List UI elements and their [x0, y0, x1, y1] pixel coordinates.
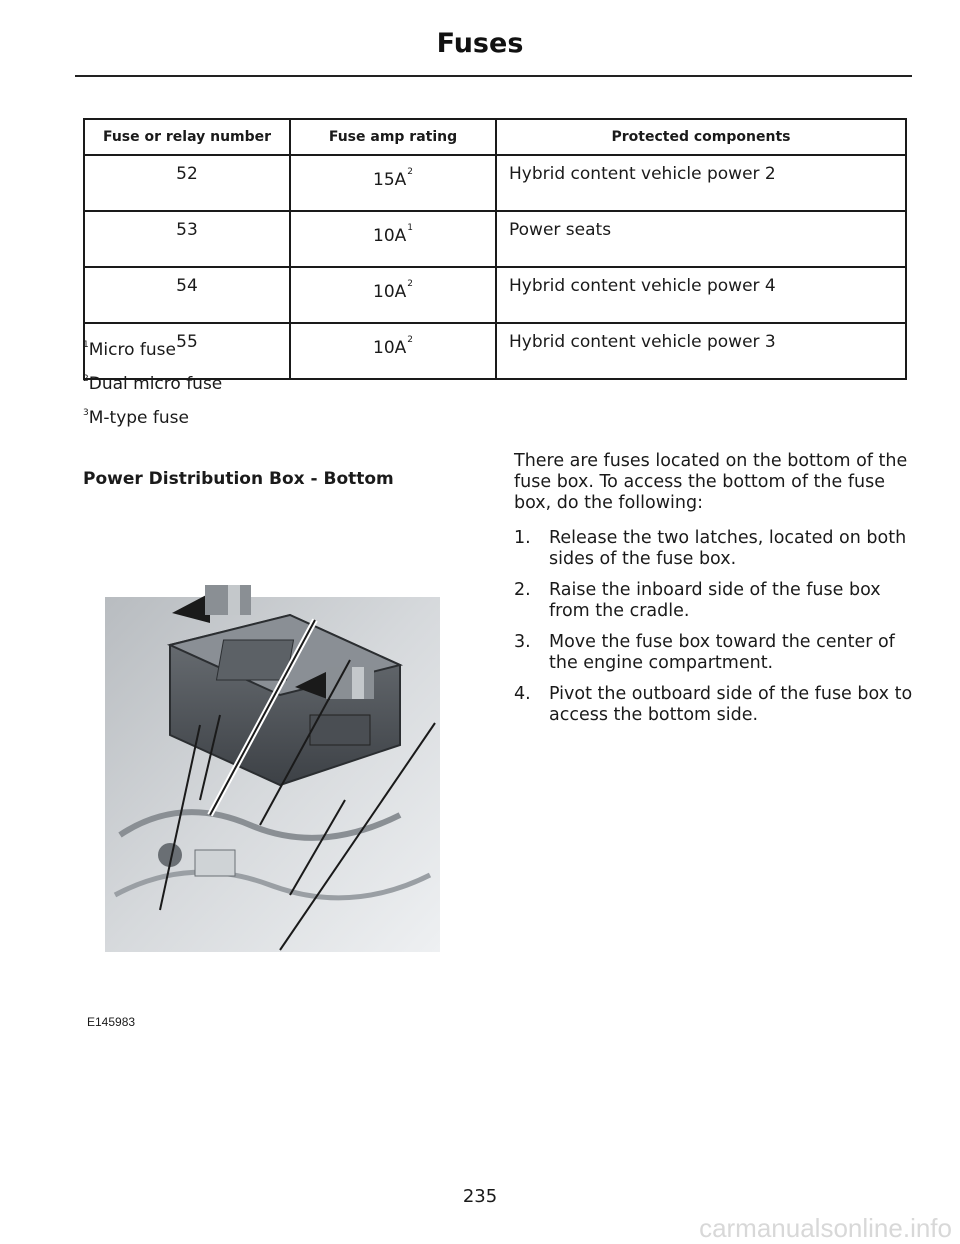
intro-paragraph: There are fuses located on the bottom of the fuse box. To access the bottom of the fuse box, do the following: [514, 451, 908, 513]
fuse-box-illustration [100, 575, 445, 955]
figure-code: E145983 [87, 1015, 136, 1029]
footnote-micro-fuse: $^1$Micro fuse [83, 340, 176, 360]
amp-rating [290, 323, 496, 379]
footnote-m-type-fuse: $^3$M-type fuse [83, 408, 189, 428]
section-heading: Power Distribution Box - Bottom [83, 469, 394, 489]
fuse-number: 53 [84, 211, 290, 267]
protected-component: Power seats [496, 211, 906, 267]
amp-value: 15A [373, 170, 407, 190]
title-divider [75, 75, 912, 77]
footnote-ref: 1 [407, 223, 413, 233]
protected-component: Hybrid content vehicle power 2 [496, 155, 906, 211]
protected-component: Hybrid content vehicle power 4 [496, 267, 906, 323]
instructions [514, 451, 914, 736]
amp-value: 10A [373, 282, 407, 302]
steps-list [514, 528, 914, 726]
footnote-dual-micro-fuse: $^2$Dual micro fuse [83, 374, 223, 394]
step-number: 1. [514, 528, 531, 548]
footnotes [83, 340, 222, 442]
amp-rating [290, 211, 496, 267]
page-number: 235 [462, 1186, 498, 1207]
footnote-ref: 2 [407, 279, 413, 289]
watermark: carmanualsonline.info [699, 1213, 952, 1243]
page-title: Fuses [436, 28, 524, 59]
step-text: Raise the inboard side of the fuse box from the cradle. [549, 580, 881, 621]
footnote-ref: 2 [407, 335, 413, 345]
table-row [84, 155, 906, 211]
table-row [84, 267, 906, 323]
column-header-protected-components: Protected components [496, 119, 906, 155]
list-item [514, 580, 914, 622]
step-number: 4. [514, 684, 531, 704]
fuse-number: 54 [84, 267, 290, 323]
amp-rating [290, 267, 496, 323]
step-number: 2. [514, 580, 531, 600]
table-row [84, 211, 906, 267]
list-item [514, 632, 914, 674]
fuse-number: 55 [84, 323, 290, 379]
step-number: 3. [514, 632, 531, 652]
column-header-amp-rating: Fuse amp rating [290, 119, 496, 155]
amp-value: 10A [373, 338, 407, 358]
step-text: Release the two latches, located on both sides of the fuse box. [549, 528, 907, 569]
fuse-number: 52 [84, 155, 290, 211]
amp-rating [290, 155, 496, 211]
list-item [514, 684, 914, 726]
step-text: Pivot the outboard side of the fuse box to access the bottom side. [549, 684, 913, 725]
footnote-ref: 2 [407, 167, 413, 177]
list-item [514, 528, 914, 570]
protected-component: Hybrid content vehicle power 3 [496, 323, 906, 379]
column-header-fuse-number: Fuse or relay number [84, 119, 290, 155]
step-text: Move the fuse box toward the center of the engine compartment. [549, 632, 895, 673]
table-header-row [84, 119, 906, 155]
amp-value: 10A [373, 226, 407, 246]
